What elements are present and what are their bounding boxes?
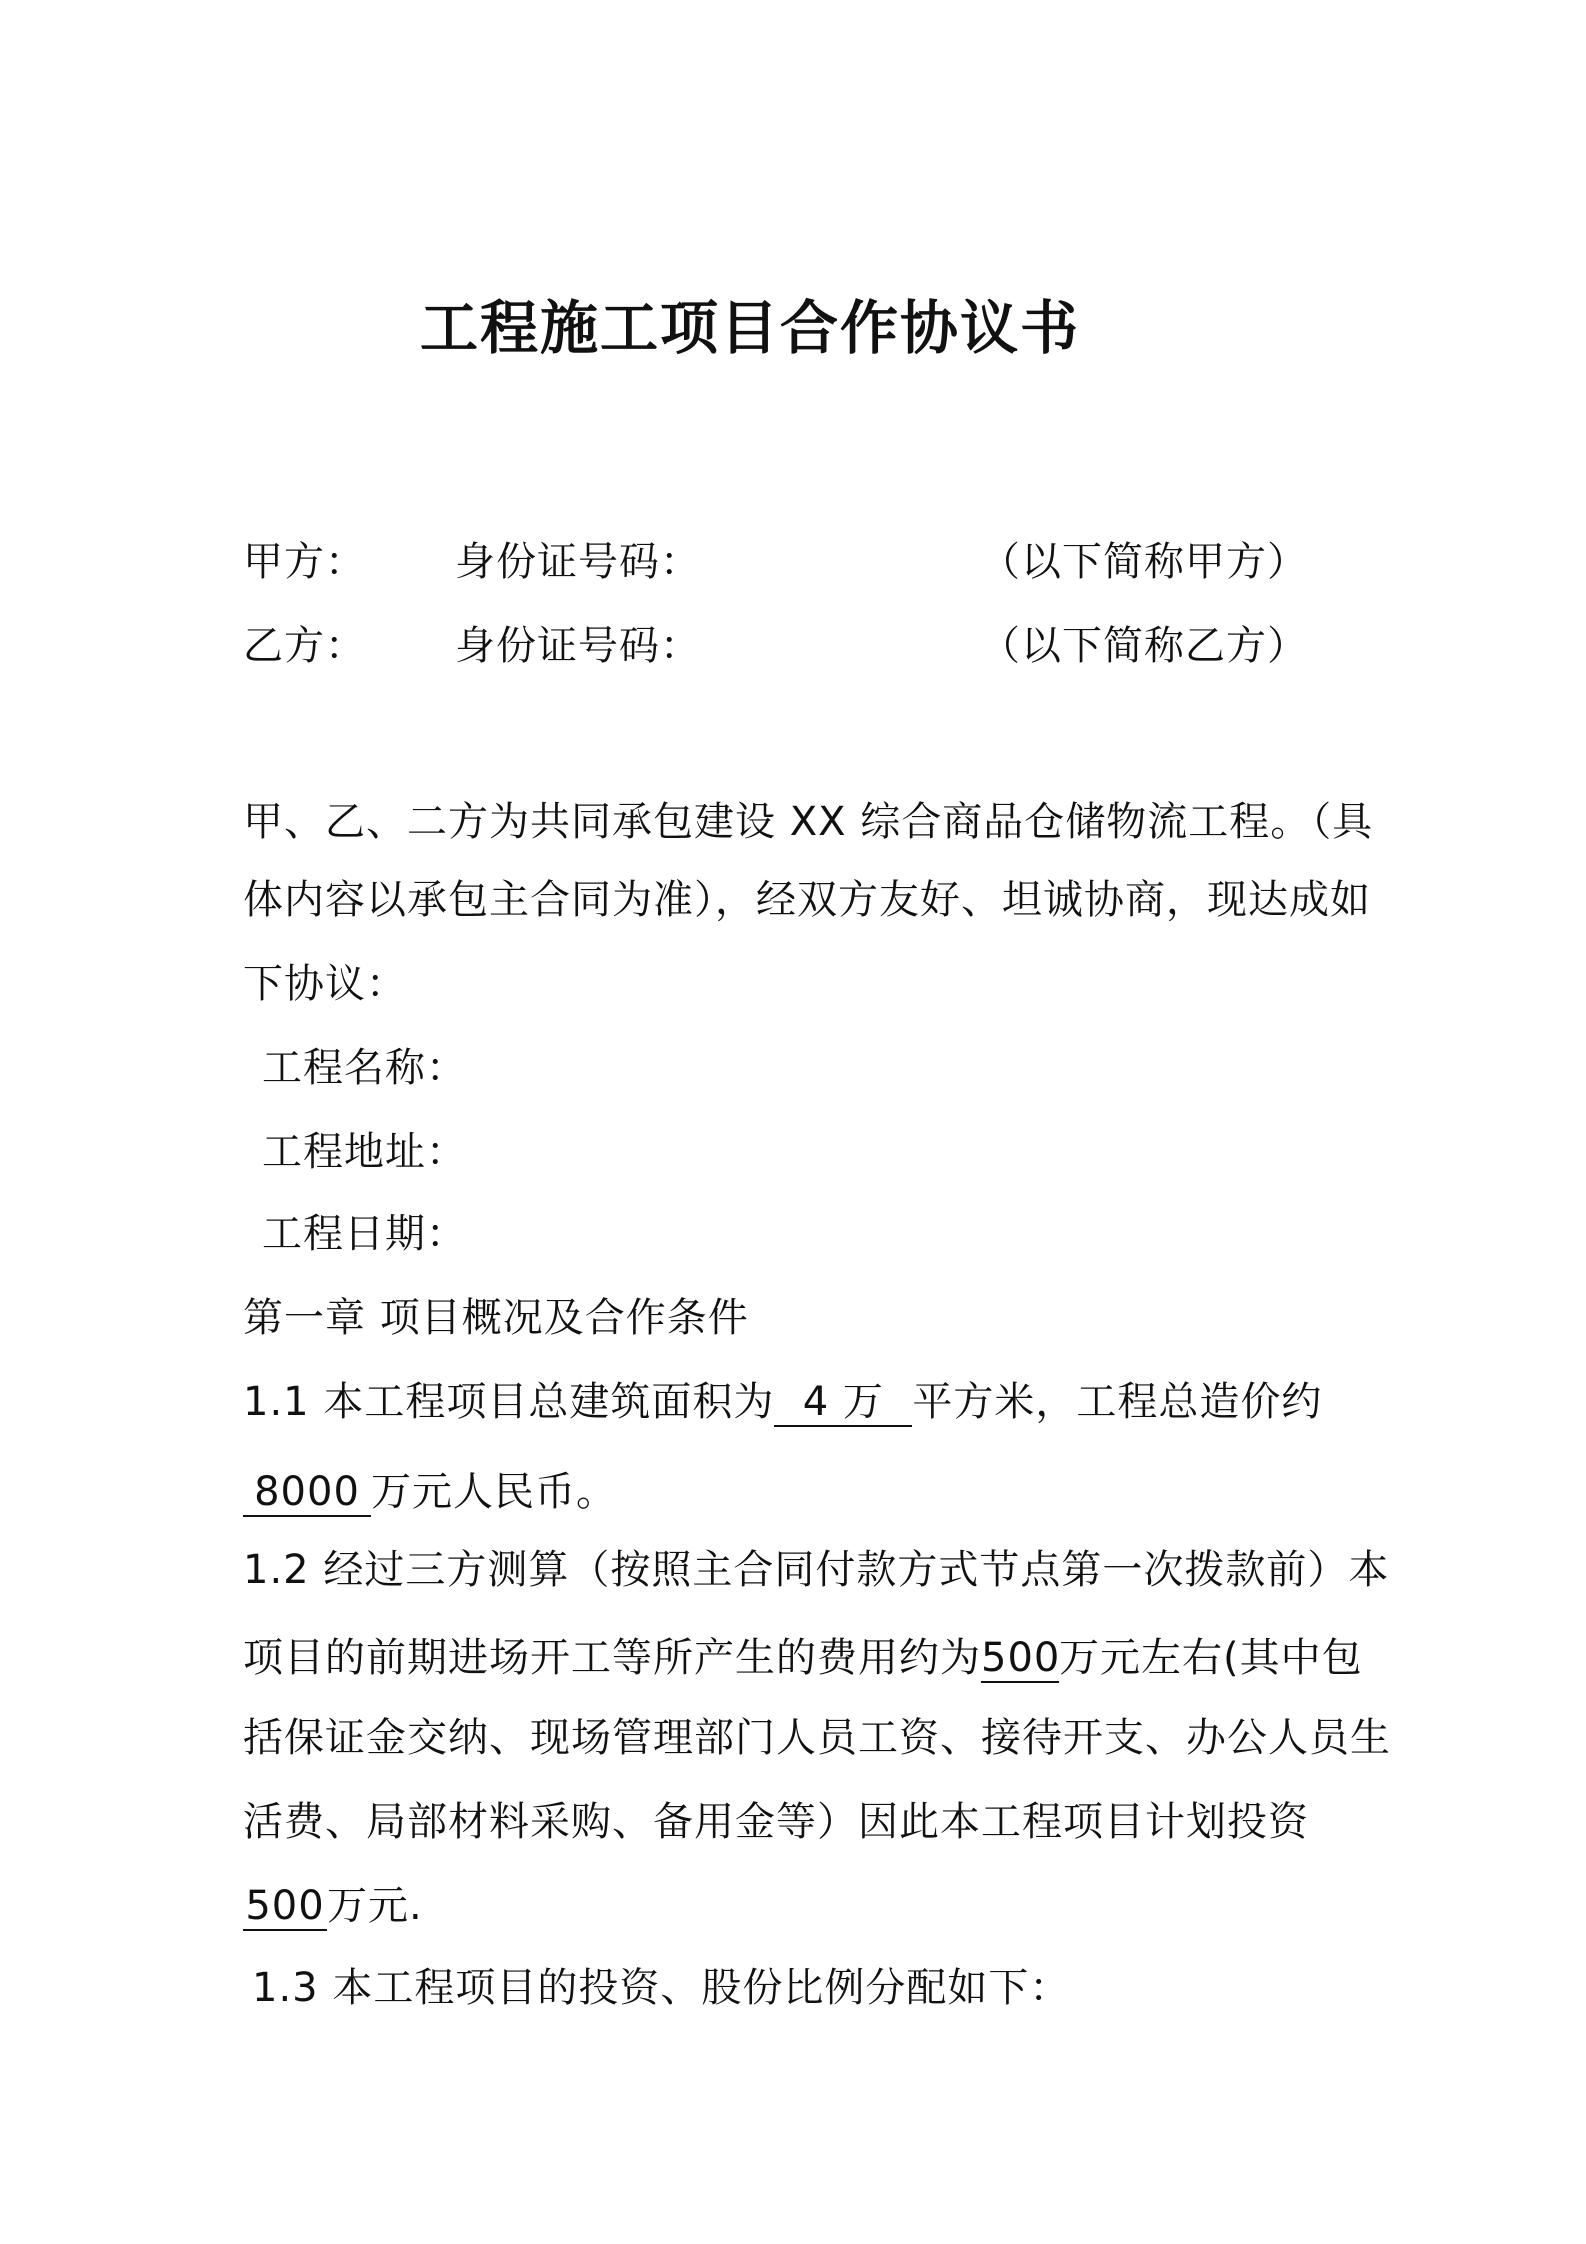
party-b-label: 乙方：	[243, 623, 366, 669]
project-date-label: 工程日期：	[262, 1211, 467, 1257]
section-1-1-suffix: 万元人民币。	[371, 1469, 617, 1515]
section-1-1-line-1	[243, 1376, 1322, 1428]
chapter-1-heading: 第一章 项目概况及合作条件	[243, 1295, 749, 1341]
party-b-id-label: 身份证号码：	[455, 623, 701, 669]
section-1-1-line-2	[243, 1466, 617, 1518]
intro-line-3: 下协议：	[243, 961, 407, 1007]
party-a-short-name: （以下简称甲方）	[980, 539, 1308, 585]
intro-line-2: 体内容以承包主合同为准），经双方友好、坦诚协商，现达成如	[243, 877, 1371, 923]
section-1-2-line-2-prefix: 项目的前期进场开工等所产生的费用约为	[243, 1635, 981, 1681]
project-address-label: 工程地址：	[262, 1129, 467, 1175]
fee-value: 500	[981, 1635, 1061, 1681]
section-1-1-prefix: 1.1 本工程项目总建筑面积为	[243, 1379, 775, 1425]
section-1-1-mid: 平方米，工程总造价约	[912, 1379, 1323, 1425]
section-1-2-line-4: 活费、局部材料采购、备用金等）因此本工程项目计划投资	[243, 1799, 1309, 1845]
document-title: 工程施工项目合作协议书	[420, 294, 1081, 362]
section-1-2-line-5-suffix: 万元.	[327, 1883, 423, 1929]
party-a-id-label: 身份证号码：	[455, 539, 701, 585]
section-1-2-line-5	[243, 1880, 423, 1932]
section-1-3: 1.3 本工程项目的投资、股份比例分配如下：	[252, 1965, 1071, 2011]
project-name-label: 工程名称：	[262, 1045, 467, 1091]
section-1-2-line-2	[243, 1632, 1363, 1684]
area-value: 4 万	[774, 1379, 912, 1427]
cost-value: 8000	[243, 1469, 371, 1517]
section-1-2-line-3: 括保证金交纳、现场管理部门人员工资、接待开支、办公人员生	[243, 1715, 1391, 1761]
party-b-short-name: （以下简称乙方）	[980, 623, 1308, 669]
section-1-2-line-2-suffix: 万元左右(其中包	[1059, 1635, 1363, 1681]
section-1-2-line-1: 1.2 经过三方测算（按照主合同付款方式节点第一次拨款前）本	[243, 1547, 1390, 1593]
investment-value: 500	[243, 1883, 327, 1931]
intro-line-1: 甲、乙、二方为共同承包建设 XX 综合商品仓储物流工程。（具	[243, 799, 1374, 845]
party-a-label: 甲方：	[243, 539, 366, 585]
